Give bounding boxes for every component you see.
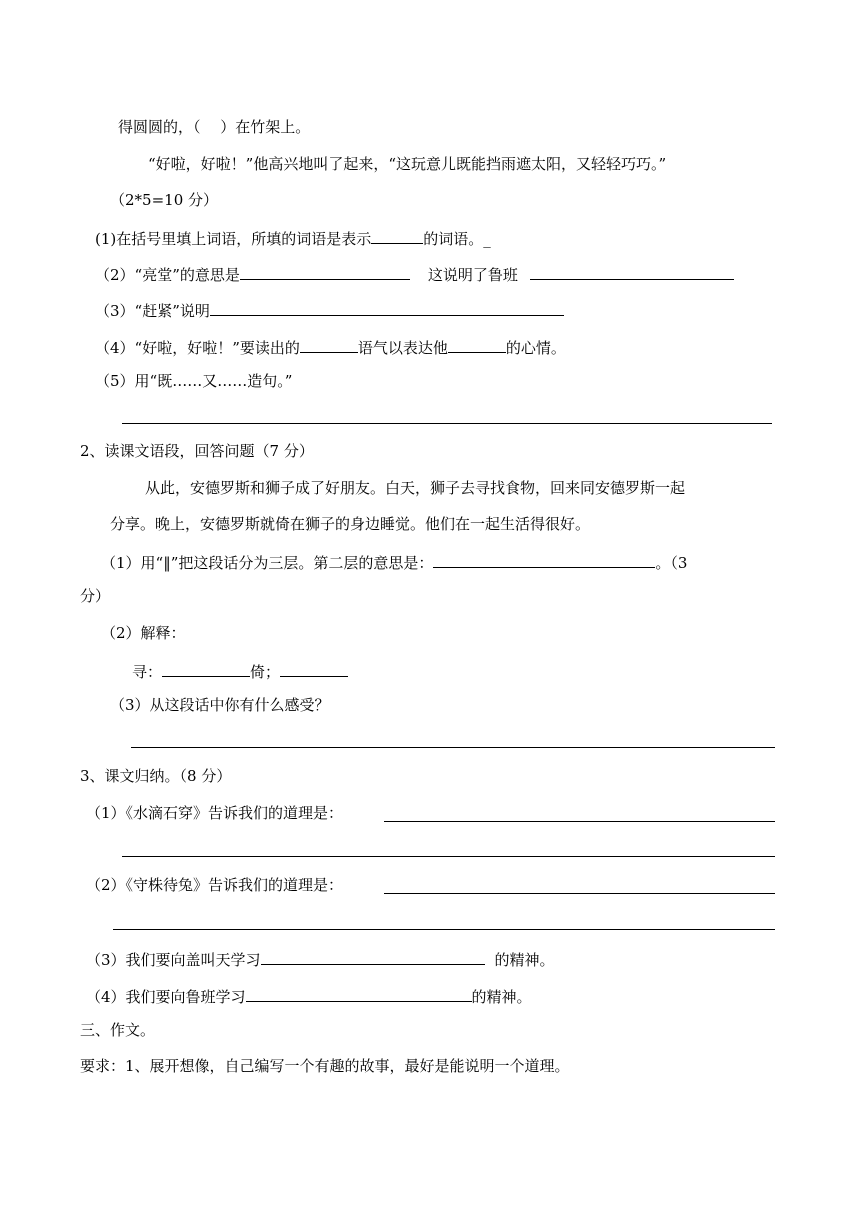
answer-blank[interactable] [448,338,506,353]
question-item [95,338,566,356]
question-text: 这说明了鲁班 [427,266,518,284]
question-item: （2）解释： [101,624,186,642]
answer-blank[interactable] [280,662,348,677]
question-item: （2）《守株待兔》告诉我们的道理是： [86,876,344,894]
question-text: 的精神。 [471,988,532,1006]
question-text: （1）用“‖”把这段话分为三层。第二层的意思是： [101,554,434,572]
answer-blank[interactable] [433,553,655,568]
answer-blank[interactable] [530,265,734,280]
answer-blank[interactable] [162,662,250,677]
section-heading: 2、读课文语段，回答问题（7 分） [80,442,314,460]
question-item [95,229,491,247]
question-item [86,987,532,1005]
passage-line: 从此，安德罗斯和狮子成了好朋友。白天，狮子去寻找食物，回来同安德罗斯一起 [145,479,686,497]
question-text: 的心情。 [505,339,566,357]
question-text: 。（3 [655,554,688,572]
score-note: （2*5=10 分） [110,191,219,209]
question-text: 寻： [132,663,163,681]
passage-line: “好啦，好啦！”他高兴地叫了起来，“这玩意儿既能挡雨遮太阳，又轻轻巧巧。” [148,155,667,173]
answer-blank[interactable] [371,229,423,244]
answer-blank[interactable] [246,987,472,1002]
question-text: （3）我们要向盖叫天学习 [86,951,261,969]
section-heading: 三、作文。 [80,1021,156,1039]
question-item: （1）《水滴石穿》告诉我们的道理是： [86,804,344,822]
question-item [95,301,564,319]
question-item: （5）用“既……又……造句。” [95,372,293,390]
question-item [86,950,555,968]
question-text: （2）“亮堂”的意思是 [95,266,240,284]
question-text: (1)在括号里填上词语，所填的词语是表示 [95,230,372,248]
answer-line[interactable] [131,747,775,748]
answer-line[interactable] [384,821,775,822]
answer-blank[interactable] [240,265,410,280]
question-text: 语气以表达他 [357,339,448,357]
question-item [95,265,734,283]
question-item: （3）从这段话中你有什么感受？ [110,696,330,714]
question-text: 的词语。_ [423,230,491,248]
answer-blank[interactable] [300,338,358,353]
passage-line: 分享。晚上，安德罗斯就倚在狮子的身边睡觉。他们在一起生活得很好。 [110,515,591,533]
answer-line[interactable] [384,893,775,894]
answer-line[interactable] [113,929,775,930]
answer-line[interactable] [122,856,775,857]
question-item [101,553,687,571]
question-text: 倚； [250,663,281,681]
question-text: （4）我们要向鲁班学习 [86,988,246,1006]
answer-blank[interactable] [261,950,485,965]
question-text: 的精神。 [494,951,555,969]
question-text: 分） [80,587,111,605]
requirement-text: 要求：1、展开想像，自己编写一个有趣的故事，最好是能说明一个道理。 [80,1057,570,1075]
question-text: （3）“赶紧”说明 [95,302,210,320]
question-item [132,662,348,680]
question-text: （4）“好啦，好啦！”要读出的 [95,339,300,357]
section-heading: 3、课文归纳。（8 分） [80,767,232,785]
answer-blank[interactable] [210,301,564,316]
passage-line: 得圆圆的，（ ）在竹架上。 [118,118,311,136]
answer-line[interactable] [122,423,772,424]
